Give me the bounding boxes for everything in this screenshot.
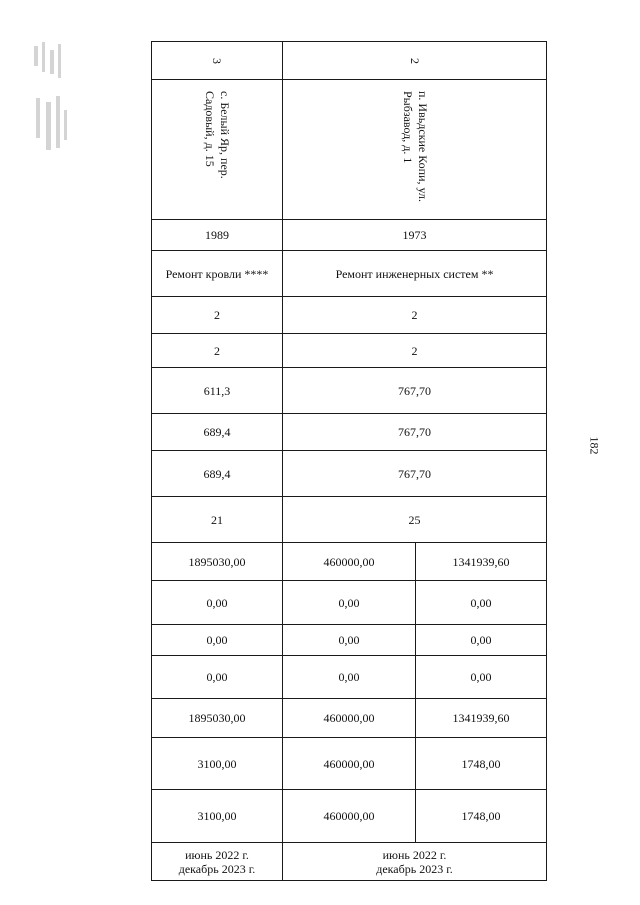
table-row-unit-cost-max [152, 790, 547, 843]
cell-address-right [283, 80, 547, 220]
repair-program-table [151, 41, 547, 881]
table-row-entrances [152, 334, 547, 368]
year-left: 1989 [152, 220, 283, 251]
table-row-cost-budget [152, 625, 547, 656]
cost-fund-mid: 0,00 [283, 581, 416, 625]
table-row-work-type [152, 251, 547, 297]
cost-owners-mid: 460000,00 [283, 699, 416, 738]
table-row-period [152, 843, 547, 881]
cost-total-right: 1341939,60 [416, 543, 547, 581]
cost-total-mid: 460000,00 [283, 543, 416, 581]
table-row-floors [152, 297, 547, 334]
table-row-area-total [152, 368, 547, 414]
period-left-end: декабрь 2023 г. [178, 861, 256, 876]
cell-col-number-left [152, 42, 283, 80]
page-number: 182 [587, 436, 602, 455]
cost-owners-left: 1895030,00 [152, 699, 283, 738]
area-total-left: 611,3 [152, 368, 283, 414]
address-right: п. Ивьдские Копи, ул. Рыбзавод, д. 1 [400, 90, 430, 202]
unit-cost-max-mid: 460000,00 [283, 790, 416, 843]
unit-cost-right: 1748,00 [416, 738, 547, 790]
cost-total-left: 1895030,00 [152, 543, 283, 581]
col-number-left: 3 [210, 57, 224, 64]
entrances-left: 2 [152, 334, 283, 368]
year-right: 1973 [283, 220, 547, 251]
period-right-end: декабрь 2023 г. [376, 861, 453, 876]
residents-left: 21 [152, 497, 283, 543]
entrances-right: 2 [283, 334, 547, 368]
period-left [152, 843, 283, 881]
residents-right: 25 [283, 497, 547, 543]
floors-left: 2 [152, 297, 283, 334]
table-row-area-living-2 [152, 451, 547, 497]
cost-fund-right: 0,00 [416, 581, 547, 625]
cost-local-left: 0,00 [152, 656, 283, 699]
cost-local-mid: 0,00 [283, 656, 416, 699]
area-living-right: 767,70 [283, 414, 547, 451]
table-row-area-living [152, 414, 547, 451]
area-living-2-right: 767,70 [283, 451, 547, 497]
period-left-start: июнь 2022 г. [185, 847, 249, 862]
period-right-start: июнь 2022 г. [382, 847, 447, 862]
cost-budget-right: 0,00 [416, 625, 547, 656]
table-row-unit-cost [152, 738, 547, 790]
cell-col-number-right [283, 42, 547, 80]
cost-budget-left: 0,00 [152, 625, 283, 656]
cost-owners-right: 1341939,60 [416, 699, 547, 738]
cost-local-right: 0,00 [416, 656, 547, 699]
cost-fund-left: 0,00 [152, 581, 283, 625]
table-row-column-numbers [152, 42, 547, 80]
table-row-cost-local [152, 656, 547, 699]
work-type-right: Ремонт инженерных систем ** [283, 251, 547, 297]
work-type-left: Ремонт кровли **** [152, 251, 283, 297]
unit-cost-max-left: 3100,00 [152, 790, 283, 843]
table-row-year [152, 220, 547, 251]
area-living-left: 689,4 [152, 414, 283, 451]
floors-right: 2 [283, 297, 547, 334]
unit-cost-max-right: 1748,00 [416, 790, 547, 843]
table-row-residents [152, 497, 547, 543]
area-living-2-left: 689,4 [152, 451, 283, 497]
table-row-cost-fund [152, 581, 547, 625]
table-row-address [152, 80, 547, 220]
unit-cost-mid: 460000,00 [283, 738, 416, 790]
area-total-right: 767,70 [283, 368, 547, 414]
faded-stamp-mark [24, 40, 72, 160]
col-number-right: 2 [407, 57, 422, 64]
unit-cost-left: 3100,00 [152, 738, 283, 790]
cost-budget-mid: 0,00 [283, 625, 416, 656]
cell-address-left [152, 80, 283, 220]
table-row-cost-total [152, 543, 547, 581]
address-left: с. Белый Яр, пер. Садовый, д. 15 [203, 90, 232, 179]
table-row-cost-owners [152, 699, 547, 738]
period-right [283, 843, 547, 881]
